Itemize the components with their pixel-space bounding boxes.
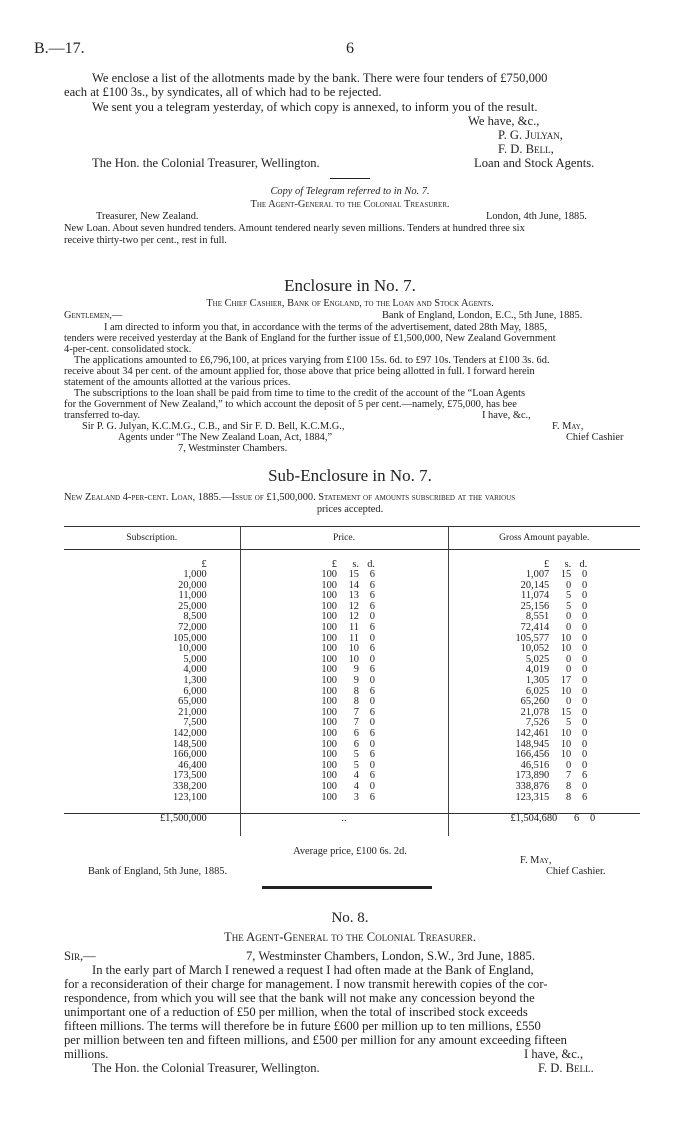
closing: We have, &c., bbox=[468, 114, 540, 128]
gross-pence: 0 bbox=[582, 600, 588, 612]
table-row bbox=[64, 687, 640, 698]
price-pounds: 100 bbox=[321, 579, 337, 591]
price-pounds: 100 bbox=[321, 600, 337, 612]
price-shillings: 9 bbox=[353, 664, 359, 676]
gross-pence: 0 bbox=[582, 579, 588, 591]
place-date: 7, Westminster Chambers, London, S.W., 3rd June, 1885. bbox=[246, 949, 535, 963]
gross-pence: 0 bbox=[582, 717, 588, 729]
price-pence: 0 bbox=[369, 653, 375, 665]
subscription-amount: 4,000 bbox=[183, 664, 207, 676]
place-date: Bank of England, London, E.C., 5th June, 1885. bbox=[382, 310, 583, 321]
subscription-amount: 21,000 bbox=[178, 706, 207, 718]
price-pence: 6 bbox=[369, 569, 375, 581]
address-line: Sir P. G. Julyan, K.C.M.G., C.B., and Sir F. D. Bell, K.C.M.G., bbox=[82, 421, 345, 432]
subscription-amount: 166,000 bbox=[172, 749, 207, 761]
total-subscription: £1,500,000 bbox=[159, 812, 207, 824]
gross-shillings: 15 bbox=[560, 706, 572, 718]
unit-label: s. bbox=[352, 558, 359, 570]
gross-pounds: 148,945 bbox=[515, 738, 550, 750]
total-gross-pence: 0 bbox=[590, 812, 596, 824]
gross-pounds: 10,052 bbox=[520, 643, 550, 655]
paragraph-line: each at £100 3s., by syndicates, all of which had to be rejected. bbox=[64, 85, 382, 99]
price-pence: 0 bbox=[369, 717, 375, 729]
closing: I have, &c., bbox=[482, 410, 531, 421]
telegram-body: receive thirty-two per cent., rest in full. bbox=[64, 235, 228, 246]
price-pence: 6 bbox=[369, 590, 375, 602]
gross-shillings: 10 bbox=[560, 738, 572, 750]
table-row bbox=[64, 676, 640, 687]
gross-pence: 0 bbox=[582, 738, 588, 750]
subscription-amount: 8,500 bbox=[183, 611, 207, 623]
subscription-amount: 46,400 bbox=[178, 759, 207, 771]
gross-pence: 0 bbox=[582, 653, 588, 665]
gross-shillings: 0 bbox=[566, 579, 572, 591]
subscription-amount: 72,000 bbox=[178, 622, 207, 634]
price-pence: 6 bbox=[369, 579, 375, 591]
gross-shillings: 10 bbox=[560, 632, 572, 644]
price-shillings: 4 bbox=[353, 780, 359, 792]
address-line: Agents under “The New Zealand Loan, Act, 1884,” bbox=[118, 432, 333, 443]
table-row bbox=[64, 655, 640, 666]
table-row bbox=[64, 729, 640, 740]
address-line: 7, Westminster Chambers. bbox=[178, 443, 288, 454]
subscription-amount: 1,300 bbox=[183, 675, 207, 687]
table-caption: prices accepted. bbox=[316, 504, 384, 515]
subscription-amount: 6,000 bbox=[183, 685, 207, 697]
price-pence: 6 bbox=[369, 706, 375, 718]
table-row bbox=[64, 697, 640, 708]
price-pence: 6 bbox=[369, 600, 375, 612]
price-pounds: 100 bbox=[321, 696, 337, 708]
paragraph-line: for a reconsideration of their charge for management. I now transmit herewith copies of the cor- bbox=[64, 977, 548, 991]
paragraph-line: statement of the amounts allotted at the various prices. bbox=[64, 377, 291, 388]
price-pence: 6 bbox=[369, 749, 375, 761]
table-row bbox=[64, 740, 640, 751]
price-pence: 6 bbox=[369, 643, 375, 655]
gross-shillings: 7 bbox=[566, 770, 572, 782]
price-shillings: 5 bbox=[353, 749, 359, 761]
price-shillings: 12 bbox=[348, 600, 359, 612]
paragraph-line: per million between ten and fifteen millions, and £500 per million for any amount exceeding fifteen bbox=[64, 1033, 567, 1047]
price-pence: 0 bbox=[369, 611, 375, 623]
gross-shillings: 0 bbox=[566, 759, 572, 771]
price-pounds: 100 bbox=[321, 653, 337, 665]
paragraph-line: respondence, from which you will see that the bank will not make any concession beyond the bbox=[64, 991, 535, 1005]
gross-pounds: 1,007 bbox=[525, 569, 550, 581]
signature: F. D. Bell. bbox=[538, 1061, 594, 1075]
price-shillings: 9 bbox=[353, 675, 359, 687]
price-shillings: 10 bbox=[348, 643, 359, 655]
gross-shillings: 0 bbox=[566, 622, 572, 634]
subscription-amount: 105,000 bbox=[172, 632, 207, 644]
caption-text: New Zealand 4-per-cent. Loan, 1885.—Issue of £1,500,000. Statement of amounts subscribed at the various bbox=[64, 492, 516, 503]
gross-shillings: 10 bbox=[560, 643, 572, 655]
price-shillings: 10 bbox=[348, 653, 359, 665]
gross-shillings: 10 bbox=[560, 749, 572, 761]
gross-pence: 0 bbox=[582, 611, 588, 623]
table-row bbox=[64, 665, 640, 676]
telegram-date: London, 4th June, 1885. bbox=[486, 211, 588, 222]
subscription-amount: 20,000 bbox=[178, 579, 207, 591]
place-date: Bank of England, 5th June, 1885. bbox=[88, 866, 228, 877]
price-pounds: 100 bbox=[321, 664, 337, 676]
paragraph-line: tenders were received yesterday at the Bank of England for the further issue of £1,500,000, New Zealand Government bbox=[64, 333, 556, 344]
gross-shillings: 0 bbox=[566, 696, 572, 708]
gross-shillings: 10 bbox=[560, 685, 572, 697]
signature: F. May, bbox=[552, 421, 584, 432]
gross-shillings: 17 bbox=[560, 675, 572, 687]
gross-shillings: 0 bbox=[566, 653, 572, 665]
subscription-amount: 148,500 bbox=[172, 738, 207, 750]
gross-shillings: 8 bbox=[566, 780, 572, 792]
gross-pence: 0 bbox=[582, 728, 588, 739]
letter-number: No. 8. bbox=[331, 910, 369, 926]
price-pence: 0 bbox=[369, 759, 375, 771]
paragraph-line: The subscriptions to the loan shall be paid from time to time to the credit of the account of the “Loan Agents bbox=[74, 388, 526, 399]
gross-pounds: 11,074 bbox=[521, 590, 550, 602]
salutation: Gentlemen,— bbox=[64, 310, 123, 321]
table-row bbox=[64, 750, 640, 761]
paragraph-line: The applications amounted to £6,796,100, at prices varying from £100 15s. 6d. to £97 10s. Tenders at £100 3s. 6d. bbox=[74, 355, 550, 366]
price-shillings: 13 bbox=[348, 590, 359, 602]
gross-pence: 0 bbox=[582, 706, 588, 718]
signature-title: Chief Cashier. bbox=[546, 866, 606, 877]
subscription-amount: 7,500 bbox=[183, 717, 207, 729]
price-pounds: 100 bbox=[321, 622, 337, 634]
price-shillings: 3 bbox=[353, 791, 359, 803]
gross-shillings: 10 bbox=[560, 728, 572, 739]
price-pence: 6 bbox=[369, 728, 375, 739]
sub-enclosure-title: Sub-Enclosure in No. 7. bbox=[268, 466, 432, 485]
gross-pounds: 21,078 bbox=[520, 706, 550, 718]
price-pounds: 100 bbox=[321, 780, 337, 792]
signature: F. May, bbox=[520, 855, 552, 866]
price-pounds: 100 bbox=[321, 706, 337, 718]
telegram-from-to: The Agent-General to the Colonial Treasurer. bbox=[250, 199, 450, 210]
price-shillings: 4 bbox=[353, 770, 359, 782]
paragraph-line: I am directed to inform you that, in accordance with the terms of the advertisement, dated 28th May, 1885, bbox=[104, 322, 548, 333]
page-number: 6 bbox=[346, 40, 354, 57]
closing: I have, &c., bbox=[524, 1047, 584, 1061]
price-shillings: 8 bbox=[353, 696, 359, 708]
column-header: Subscription. bbox=[64, 527, 240, 550]
table-caption bbox=[64, 492, 515, 504]
price-pence: 0 bbox=[369, 675, 375, 687]
unit-label: d. bbox=[367, 558, 375, 570]
price-pence: 0 bbox=[369, 738, 375, 750]
table-header-row bbox=[64, 527, 640, 550]
gross-shillings: 0 bbox=[566, 611, 572, 623]
gross-pence: 0 bbox=[582, 759, 588, 771]
price-shillings: 12 bbox=[348, 611, 359, 623]
price-shillings: 15 bbox=[348, 569, 359, 581]
subscription-amount: 123,100 bbox=[172, 791, 207, 803]
price-pounds: 100 bbox=[321, 759, 337, 771]
unit-label: £ bbox=[544, 558, 550, 570]
gross-pence: 6 bbox=[582, 770, 588, 782]
gross-shillings: 15 bbox=[560, 569, 572, 581]
gross-pounds: 20,145 bbox=[520, 579, 550, 591]
totals-row bbox=[64, 813, 640, 836]
telegram-recipient: Treasurer, New Zealand. bbox=[96, 211, 199, 222]
gross-pounds: 105,577 bbox=[515, 632, 550, 644]
price-shillings: 8 bbox=[353, 685, 359, 697]
divider bbox=[330, 178, 370, 179]
gross-pence: 0 bbox=[582, 780, 588, 792]
paragraph-line: In the early part of March I renewed a request I had often made at the Bank of England, bbox=[92, 963, 534, 977]
price-shillings: 11 bbox=[348, 632, 359, 644]
price-shillings: 5 bbox=[353, 759, 359, 771]
gross-shillings: 5 bbox=[566, 600, 572, 612]
paragraph-line: transferred to-day. bbox=[64, 410, 141, 421]
price-pounds: 100 bbox=[321, 643, 337, 655]
gross-pounds: 142,461 bbox=[515, 728, 550, 739]
paragraph-line: We enclose a list of the allotments made by the bank. There were four tenders of £750,000 bbox=[92, 71, 548, 85]
price-pence: 6 bbox=[369, 770, 375, 782]
price-pounds: 100 bbox=[321, 738, 337, 750]
price-shillings: 11 bbox=[348, 622, 359, 634]
unit-label: £ bbox=[201, 558, 207, 570]
paragraph-line: We sent you a telegram yesterday, of which copy is annexed, to inform you of the result. bbox=[92, 100, 538, 114]
price-pounds: 100 bbox=[321, 770, 337, 782]
gross-pence: 0 bbox=[582, 696, 588, 708]
section-title: Enclosure in No. 7. bbox=[284, 276, 416, 295]
price-shillings: 6 bbox=[353, 728, 359, 739]
price-pounds: 100 bbox=[321, 717, 337, 729]
gross-shillings: 5 bbox=[566, 590, 572, 602]
gross-pence: 6 bbox=[582, 791, 588, 803]
price-pence: 0 bbox=[369, 696, 375, 708]
salutation: Sir,— bbox=[64, 949, 96, 963]
price-pence: 6 bbox=[369, 664, 375, 676]
section-divider bbox=[262, 886, 432, 889]
telegram-heading: Copy of Telegram referred to in No. 7. bbox=[270, 186, 430, 197]
paragraph-line: 4-per-cent. consolidated stock. bbox=[64, 344, 192, 355]
price-shillings: 7 bbox=[353, 717, 359, 729]
signature: F. D. Bell, bbox=[498, 142, 554, 156]
total-price: .. bbox=[240, 813, 448, 836]
gross-pence: 0 bbox=[582, 664, 588, 676]
gross-pence: 0 bbox=[582, 569, 588, 581]
gross-shillings: 5 bbox=[566, 717, 572, 729]
price-pounds: 100 bbox=[321, 569, 337, 581]
subscription-amount: 338,200 bbox=[172, 780, 207, 792]
paragraph-line: for the Government of New Zealand,” to which account the deposit of 5 per cent.—namely, £75,000, has bee bbox=[64, 399, 517, 410]
addressee: The Hon. the Colonial Treasurer, Wellington. bbox=[92, 1061, 320, 1075]
signature: P. G. Julyan, bbox=[498, 128, 563, 142]
gross-shillings: 8 bbox=[566, 791, 572, 803]
addressee: The Hon. the Colonial Treasurer, Wellington. bbox=[92, 156, 320, 170]
gross-pence: 0 bbox=[582, 590, 588, 602]
price-pence: 6 bbox=[369, 685, 375, 697]
signature-title: Loan and Stock Agents. bbox=[474, 156, 595, 170]
table-row bbox=[64, 793, 640, 804]
signature-title: Chief Cashier bbox=[566, 432, 624, 443]
subscription-table bbox=[64, 526, 640, 836]
gross-pounds: 1,305 bbox=[525, 675, 550, 687]
price-pounds: 100 bbox=[321, 749, 337, 761]
price-shillings: 14 bbox=[348, 579, 359, 591]
price-shillings: 7 bbox=[353, 706, 359, 718]
subscription-amount: 11,000 bbox=[178, 590, 207, 602]
subscription-amount: 65,000 bbox=[178, 696, 207, 708]
gross-pounds: 173,890 bbox=[515, 770, 550, 782]
total-gross-pounds: £1,504,680 bbox=[510, 812, 558, 824]
table-row bbox=[64, 761, 640, 772]
gross-shillings: 0 bbox=[566, 664, 572, 676]
gross-pence: 0 bbox=[582, 643, 588, 655]
gross-pence: 0 bbox=[582, 622, 588, 634]
gross-pounds: 65,260 bbox=[520, 696, 550, 708]
subscription-amount: 142,000 bbox=[172, 728, 207, 739]
subscription-amount: 5,000 bbox=[183, 653, 207, 665]
gross-pounds: 6,025 bbox=[525, 685, 550, 697]
total-gross-shillings: 6 bbox=[574, 812, 580, 824]
subscription-amount: 173,500 bbox=[172, 770, 207, 782]
unit-label: d. bbox=[579, 558, 588, 570]
price-pounds: 100 bbox=[321, 675, 337, 687]
subscription-amount: 10,000 bbox=[178, 643, 207, 655]
price-pounds: 100 bbox=[321, 632, 337, 644]
gross-pence: 0 bbox=[582, 749, 588, 761]
gross-pounds: 25,156 bbox=[520, 600, 550, 612]
price-pounds: 100 bbox=[321, 611, 337, 623]
document-reference: B.—17. bbox=[34, 40, 85, 57]
gross-pounds: 338,876 bbox=[515, 780, 550, 792]
unit-label: £ bbox=[331, 558, 337, 570]
table-row bbox=[64, 718, 640, 729]
average-price: Average price, £100 6s. 2d. bbox=[293, 846, 407, 857]
column-header: Gross Amount payable. bbox=[448, 527, 640, 550]
gross-pence: 0 bbox=[582, 685, 588, 697]
table-row bbox=[64, 708, 640, 719]
gross-pounds: 123,315 bbox=[515, 791, 550, 803]
price-pence: 0 bbox=[369, 632, 375, 644]
gross-pounds: 5,025 bbox=[525, 653, 550, 665]
price-pence: 6 bbox=[369, 622, 375, 634]
gross-pounds: 46,516 bbox=[520, 759, 550, 771]
price-pence: 6 bbox=[369, 791, 375, 803]
from-to: The Agent-General to the Colonial Treasurer. bbox=[224, 930, 476, 944]
price-pounds: 100 bbox=[321, 728, 337, 739]
paragraph-line: unimportant one of a reduction of £50 per million, when the total of inscribed stock exceeds bbox=[64, 1005, 528, 1019]
gross-pounds: 72,414 bbox=[520, 622, 550, 634]
table-row bbox=[64, 771, 640, 782]
price-pounds: 100 bbox=[321, 791, 337, 803]
gross-pounds: 8,551 bbox=[525, 611, 550, 623]
subscription-amount: 1,000 bbox=[183, 569, 207, 581]
telegram-body: New Loan. About seven hundred tenders. Amount tendered nearly seven millions. Tenders at hundred three six bbox=[64, 223, 525, 234]
gross-pounds: 7,526 bbox=[525, 717, 550, 729]
table-row bbox=[64, 782, 640, 793]
price-pounds: 100 bbox=[321, 590, 337, 602]
column-header: Price. bbox=[240, 527, 448, 550]
gross-pence: 0 bbox=[582, 632, 588, 644]
paragraph-line: receive about 34 per cent. of the amount applied for, those above that price being allotted in full. I forward herein bbox=[64, 366, 535, 377]
paragraph-line: fifteen millions. The terms will therefore be in future £600 per million up to ten millions, £550 bbox=[64, 1019, 541, 1033]
gross-pounds: 166,456 bbox=[515, 749, 550, 761]
price-pence: 0 bbox=[369, 780, 375, 792]
paragraph-line: millions. bbox=[64, 1047, 109, 1061]
unit-label: s. bbox=[564, 558, 572, 570]
subscription-amount: 25,000 bbox=[178, 600, 207, 612]
gross-pence: 0 bbox=[582, 675, 588, 687]
from-to: The Chief Cashier, Bank of England, to the Loan and Stock Agents. bbox=[206, 298, 494, 309]
gross-pounds: 4,019 bbox=[525, 664, 550, 676]
price-shillings: 6 bbox=[353, 738, 359, 750]
price-pounds: 100 bbox=[321, 685, 337, 697]
